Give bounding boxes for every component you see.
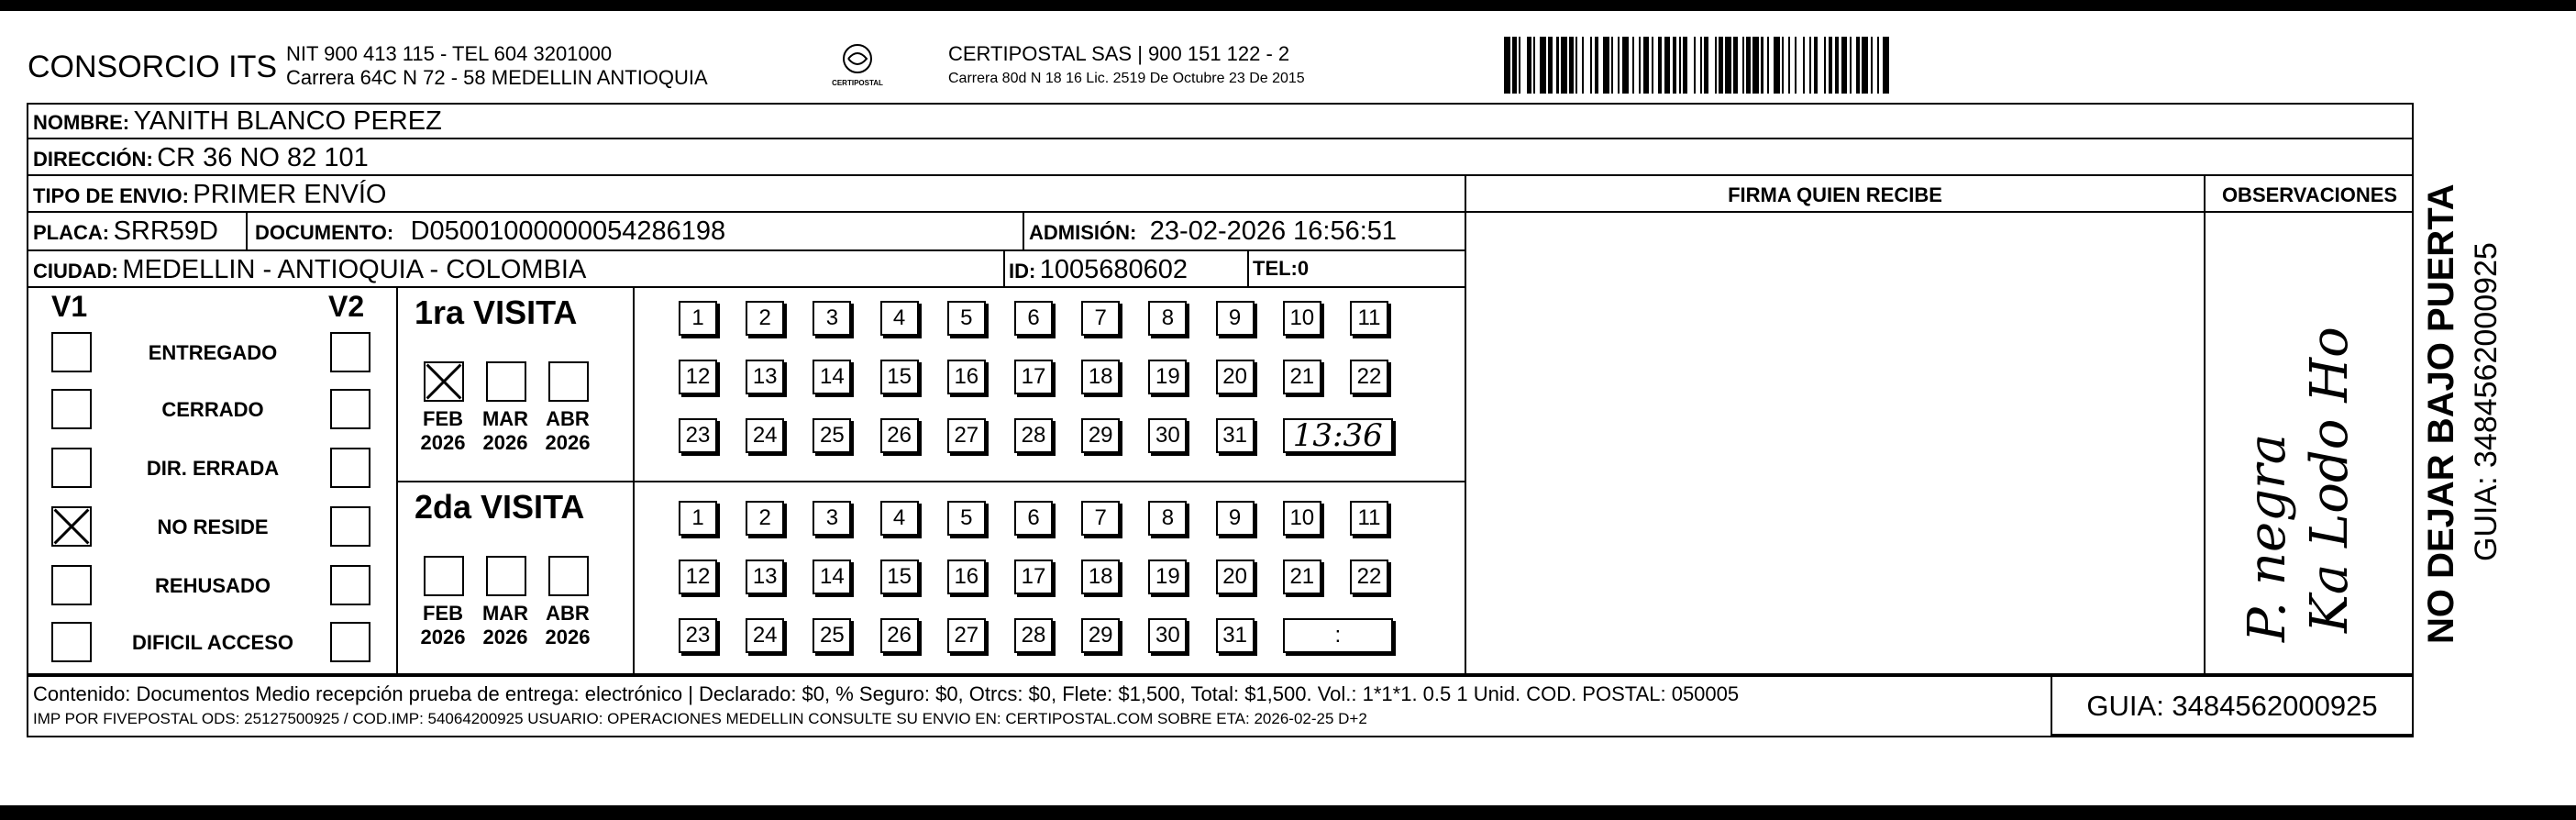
status-v1-checkbox[interactable] (51, 448, 92, 488)
tel-label: TEL: (1253, 257, 1298, 280)
barcode-bar (1687, 37, 1694, 94)
ship-type-value: PRIMER ENVÍO (193, 180, 387, 209)
visit1-day[interactable]: 21 (1283, 360, 1321, 394)
month-year: 2026 (545, 626, 591, 648)
barcode-bar (1622, 37, 1629, 94)
visit1-day[interactable]: 29 (1081, 418, 1120, 453)
observation-handwriting-1: P. negra (2238, 433, 2297, 642)
barcode-bar (1889, 37, 1891, 94)
visit2-day[interactable]: 21 (1283, 560, 1321, 594)
visit2-day[interactable]: 12 (679, 560, 717, 594)
barcode-bar (1797, 37, 1803, 94)
visit1-day[interactable]: 17 (1014, 360, 1053, 394)
visit2-day[interactable]: 14 (813, 560, 851, 594)
col-divider (2204, 174, 2206, 675)
visit2-day[interactable]: 13 (746, 560, 784, 594)
document-label: DOCUMENTO: (255, 221, 394, 244)
row-divider (27, 138, 2414, 139)
month-year: 2026 (420, 431, 466, 454)
tel-value: 0 (1297, 257, 1310, 280)
barcode-bar (1603, 37, 1609, 94)
visit1-time-box[interactable]: 13:36 (1283, 418, 1393, 453)
status-v2-checkbox[interactable] (330, 389, 370, 429)
observations-header: OBSERVACIONES (2221, 183, 2398, 206)
signature-header: FIRMA QUIEN RECIBE (1728, 183, 1942, 206)
status-label: CERRADO (161, 398, 264, 421)
visit1-month-checkbox[interactable] (548, 361, 589, 402)
visit1-day[interactable]: 14 (813, 360, 851, 394)
visit1-day[interactable]: 13 (746, 360, 784, 394)
visit2-day[interactable]: 25 (813, 618, 851, 653)
status-v1-checkbox[interactable] (51, 565, 92, 605)
visit2-day[interactable]: 10 (1283, 501, 1321, 536)
visit1-month-label (473, 407, 537, 455)
top-border (0, 0, 2576, 11)
visit2-day[interactable]: 1 (679, 501, 717, 536)
admission-value: 23-02-2026 16:56:51 (1149, 216, 1398, 246)
visit2-day[interactable]: 19 (1148, 560, 1187, 594)
company-address: Carrera 64C N 72 - 58 MEDELLIN ANTIOQUIA (286, 66, 708, 89)
row-divider (27, 286, 1465, 288)
admission-label: ADMISIÓN: (1029, 221, 1137, 244)
id-field (1009, 255, 1188, 285)
visit1-day[interactable]: 1 (679, 301, 717, 336)
status-v2-checkbox[interactable] (330, 332, 370, 372)
barcode-bar (1664, 37, 1671, 94)
side-guia-number: GUIA: 3484562000925 (2469, 242, 2504, 561)
admission-field (1029, 216, 1397, 247)
col-divider (1023, 211, 1024, 249)
row-divider (27, 174, 2414, 176)
barcode-bar (1504, 37, 1510, 94)
row-divider (1465, 211, 2414, 213)
visit2-day[interactable]: 26 (880, 618, 919, 653)
status-v2-checkbox[interactable] (330, 506, 370, 547)
barcode-bar (1725, 37, 1731, 94)
bottom-border (0, 805, 2576, 820)
visit2-time-box[interactable]: : (1283, 618, 1393, 653)
visit1-day[interactable]: 3 (813, 301, 851, 336)
visit1-day[interactable]: 7 (1081, 301, 1120, 336)
footer-print-info: IMP POR FIVEPOSTAL ODS: 25127500925 / COD.IMP: 54064200925 USUARIO: OPERACIONES MEDELLIN CONSULTE SU ENVIO EN: CERTIPOSTAL.COM SOBRE ETA: 2026-02-25 D+2 (33, 710, 1367, 727)
visit2-day[interactable]: 30 (1148, 618, 1187, 653)
barcode-bar (1520, 37, 1527, 94)
barcode-bar (1540, 37, 1546, 94)
visit2-day[interactable]: 20 (1216, 560, 1255, 594)
month-year: 2026 (545, 431, 591, 454)
visit2-day[interactable]: 2 (746, 501, 784, 536)
visit2-month-label (473, 602, 537, 649)
footer-content: Contenido: Documentos Medio recepción prueba de entrega: electrónico | Declarado: $0, % Seguro: $0, Otrcs: $0, Flete: $1,500, Total: $1,500. Vol.: 1*1*1. 0.5 1 Unid. COD. POSTAL: 050005 (33, 682, 1740, 705)
visit2-month-checkbox[interactable] (548, 556, 589, 596)
barcode-bar (1818, 37, 1824, 94)
visit1-title: 1ra VISITA (415, 294, 578, 331)
visit1-day[interactable]: 24 (746, 418, 784, 453)
name-value: YANITH BLANCO PEREZ (133, 106, 442, 136)
section-divider (396, 481, 1465, 482)
visit1-day[interactable]: 20 (1216, 360, 1255, 394)
visit1-day[interactable]: 26 (880, 418, 919, 453)
visit1-month-checkbox[interactable] (486, 361, 526, 402)
certipostal-logo (830, 39, 885, 103)
month-name: FEB (423, 407, 463, 430)
plate-field (33, 216, 218, 247)
visit2-month-checkbox[interactable] (424, 556, 464, 596)
status-label: REHUSADO (155, 574, 271, 597)
month-year: 2026 (420, 626, 466, 648)
visit2-day[interactable]: 4 (880, 501, 919, 536)
visit1-month-label (536, 407, 600, 455)
visit2-day[interactable]: 29 (1081, 618, 1120, 653)
address-label: DIRECCIÓN: (33, 148, 153, 171)
barcode-bar (1774, 37, 1780, 94)
visit2-day[interactable]: 9 (1216, 501, 1255, 536)
status-label: NO RESIDE (157, 515, 269, 538)
barcode (1504, 37, 1892, 94)
city-value: MEDELLIN - ANTIOQUIA - COLOMBIA (122, 255, 587, 284)
visit2-month-checkbox[interactable] (486, 556, 526, 596)
month-year: 2026 (482, 431, 528, 454)
barcode-bar (1643, 37, 1650, 94)
visit1-day[interactable]: 15 (880, 360, 919, 394)
visit1-day[interactable]: 19 (1148, 360, 1187, 394)
visit2-day[interactable]: 15 (880, 560, 919, 594)
ship-type-label: TIPO DE ENVIO: (33, 184, 189, 207)
col-divider (246, 211, 248, 249)
month-name: ABR (546, 602, 590, 625)
no-leave-under-door-warning: NO DEJAR BAJO PUERTA (2421, 183, 2461, 644)
month-name: ABR (546, 407, 590, 430)
visit2-day[interactable]: 6 (1014, 501, 1053, 536)
row-divider (27, 736, 2414, 737)
document-field (255, 216, 725, 247)
company-name: CONSORCIO ITS (28, 50, 278, 84)
status-v1-checkbox[interactable] (51, 622, 92, 662)
visit1-day[interactable]: 9 (1216, 301, 1255, 336)
observation-handwriting-2: Ka Lodo Ho (2300, 327, 2360, 633)
name-label: NOMBRE: (33, 111, 130, 134)
month-year: 2026 (482, 626, 528, 648)
visit1-day[interactable]: 31 (1216, 418, 1255, 453)
visit2-month-label (411, 602, 475, 649)
carrier-license: Carrera 80d N 18 16 Lic. 2519 De Octubre 23 De 2015 (948, 71, 1305, 86)
visit1-day[interactable]: 27 (947, 418, 986, 453)
barcode-bar (1862, 37, 1868, 94)
barcode-bar (1708, 37, 1715, 94)
v2-header: V2 (328, 290, 365, 323)
col-divider (27, 675, 28, 737)
month-name: MAR (481, 602, 529, 625)
status-v2-checkbox[interactable] (330, 622, 370, 662)
visit1-day[interactable]: 16 (947, 360, 986, 394)
status-label: DIFICIL ACCESO (131, 631, 293, 654)
visit1-day[interactable]: 5 (947, 301, 986, 336)
visit1-month-checkbox[interactable] (424, 361, 464, 402)
visit1-day[interactable]: 30 (1148, 418, 1187, 453)
visit2-day[interactable]: 18 (1081, 560, 1120, 594)
visit1-day[interactable]: 25 (813, 418, 851, 453)
barcode-bar (1841, 37, 1848, 94)
plate-value: SRR59D (113, 216, 218, 246)
visit1-day[interactable]: 6 (1014, 301, 1053, 336)
barcode-bar (1883, 37, 1889, 94)
plate-label: PLACA: (33, 221, 110, 244)
id-value: 1005680602 (1039, 255, 1188, 284)
visit1-day[interactable]: 28 (1014, 418, 1053, 453)
ship-type-row (33, 180, 386, 210)
v1-header: V1 (51, 290, 88, 323)
barcode-bar (1584, 37, 1590, 94)
status-label: DIR. ERRADA (146, 457, 280, 480)
month-name: MAR (481, 407, 529, 430)
status-v1-checkbox[interactable] (51, 389, 92, 429)
city-field (33, 255, 586, 285)
id-label: ID: (1009, 260, 1036, 283)
col-divider (1003, 249, 1005, 286)
tel-field (1253, 257, 1309, 281)
status-label: ENTREGADO (148, 341, 278, 364)
visit1-day[interactable]: 18 (1081, 360, 1120, 394)
visit1-day[interactable]: 23 (679, 418, 717, 453)
visit2-day[interactable]: 8 (1148, 501, 1187, 536)
visit1-month-label (411, 407, 475, 455)
visit1-day[interactable]: 12 (679, 360, 717, 394)
visit1-day[interactable]: 2 (746, 301, 784, 336)
status-v2-checkbox[interactable] (330, 448, 370, 488)
name-row (33, 106, 442, 137)
visit1-day[interactable]: 22 (1350, 360, 1388, 394)
visit2-month-label (536, 602, 600, 649)
col-divider (1247, 249, 1249, 286)
visit1-day[interactable]: 8 (1148, 301, 1187, 336)
month-name: FEB (423, 602, 463, 625)
visit2-day[interactable]: 11 (1350, 501, 1388, 536)
visit1-day[interactable]: 10 (1283, 301, 1321, 336)
visit2-day[interactable]: 3 (813, 501, 851, 536)
status-v2-checkbox[interactable] (330, 565, 370, 605)
barcode-bar (1561, 37, 1567, 94)
barcode-bar (1752, 37, 1759, 94)
address-row (33, 143, 369, 173)
visit2-day[interactable]: 23 (679, 618, 717, 653)
visit2-day[interactable]: 31 (1216, 618, 1255, 653)
visit2-day[interactable]: 27 (947, 618, 986, 653)
visit2-day[interactable]: 22 (1350, 560, 1388, 594)
address-value: CR 36 NO 82 101 (157, 143, 369, 172)
logo-text: CERTIPOSTAL (832, 79, 883, 87)
carrier-line: CERTIPOSTAL SAS | 900 151 122 - 2 (948, 42, 1290, 65)
visit2-day[interactable]: 5 (947, 501, 986, 536)
status-v1-checkbox[interactable] (51, 506, 92, 547)
visit2-day[interactable]: 17 (1014, 560, 1053, 594)
visit2-title: 2da VISITA (415, 488, 585, 526)
col-divider (1465, 174, 1466, 675)
guia-number: GUIA: 3484562000925 (2086, 690, 2378, 722)
visit1-day[interactable]: 11 (1350, 301, 1388, 336)
visit2-day[interactable]: 16 (947, 560, 986, 594)
visit2-day[interactable]: 28 (1014, 618, 1053, 653)
status-v1-checkbox[interactable] (51, 332, 92, 372)
visit2-day[interactable]: 7 (1081, 501, 1120, 536)
visit1-day[interactable]: 4 (880, 301, 919, 336)
document-value: D05001000000054286198 (410, 216, 726, 246)
company-nit: NIT 900 413 115 - TEL 604 3201000 (286, 42, 613, 65)
visit2-day[interactable]: 24 (746, 618, 784, 653)
city-label: CIUDAD: (33, 260, 118, 283)
